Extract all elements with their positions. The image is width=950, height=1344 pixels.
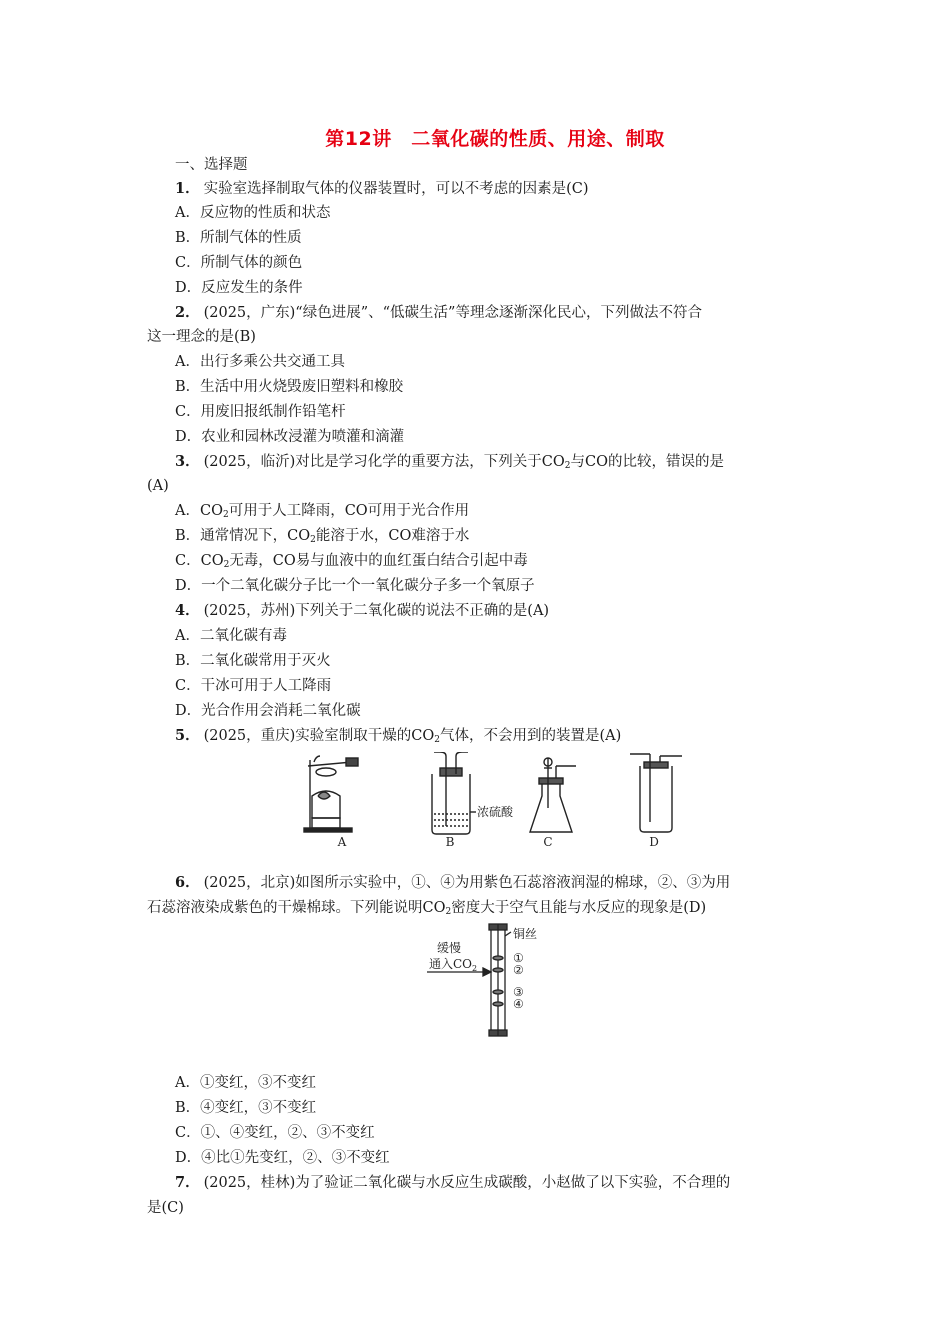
apparatus-svg	[290, 752, 690, 852]
option: D．一个二氧化碳分子比一个一氧化碳分子多一个氧原子	[175, 578, 535, 594]
question-number: 6．	[175, 874, 200, 891]
option: A．①变红，③不变红	[175, 1075, 316, 1091]
option: A．反应物的性质和状态	[175, 205, 331, 221]
question-number: 4．	[175, 602, 200, 619]
label-a: A	[337, 835, 347, 849]
question-number: 5．	[175, 727, 200, 744]
subscript: 2	[445, 907, 452, 917]
apparatus-a	[304, 756, 358, 832]
option	[175, 526, 469, 550]
option: C．①、④变红，②、③不变红	[175, 1125, 375, 1141]
question-4	[175, 601, 549, 621]
label-b: B	[445, 835, 455, 849]
question-2	[175, 303, 702, 323]
option: C．用废旧报纸制作铅笔杆	[175, 404, 346, 420]
option: C．所制气体的颜色	[175, 255, 303, 271]
option-text: A．CO	[175, 503, 223, 519]
option: A．二氧化碳有毒	[175, 628, 287, 644]
option: B．④变红，③不变红	[175, 1100, 317, 1116]
option-text: C．CO	[175, 553, 224, 569]
question-stem: (2025，苏州)下列关于二氧化碳的说法不正确的是(A)	[203, 603, 550, 619]
subscript: 2	[564, 461, 571, 471]
apparatus-d	[630, 754, 682, 832]
option: D．反应发生的条件	[175, 280, 303, 296]
question-number: 7．	[175, 1174, 200, 1191]
acid-label: 浓硫酸	[477, 805, 514, 819]
slow-label: 缓慢	[437, 941, 462, 955]
option-text: B．通常情况下，CO	[175, 528, 311, 544]
mark-3: ③	[513, 985, 524, 999]
apparatus-figure	[290, 752, 690, 852]
option	[175, 551, 528, 575]
option: D．④比①先变红，②、③不变红	[175, 1150, 390, 1166]
option-text: 可用于人工降雨，CO可用于光合作用	[228, 503, 470, 519]
subscript: 2	[222, 510, 229, 520]
option: C．干冰可用于人工降雨	[175, 678, 332, 694]
question-number: 2．	[175, 304, 200, 321]
question-answer: 是(C)	[147, 1200, 184, 1216]
subscript: 2	[434, 735, 441, 745]
page-title: 第12讲 二氧化碳的性质、用途、制取	[325, 128, 665, 150]
question-1	[175, 179, 589, 199]
option: D．农业和园林改浸灌为喷灌和滴灌	[175, 429, 405, 445]
option: D．光合作用会消耗二氧化碳	[175, 703, 361, 719]
question-number: 3．	[175, 453, 200, 470]
question-7	[175, 1173, 730, 1193]
question-stem: 石蕊溶液染成紫色的干燥棉球。下列能说明CO	[147, 900, 446, 916]
question-stem: 实验室选择制取气体的仪器装置时，可以不考虑的因素是(C)	[203, 181, 589, 197]
option: A．出行多乘公共交通工具	[175, 354, 345, 370]
apparatus-c	[530, 758, 576, 832]
label-d: D	[649, 835, 659, 849]
question-stem: (2025，桂林)为了验证二氧化碳与水反应生成碳酸，小赵做了以下实验，不合理的	[203, 1175, 731, 1191]
mark-4: ④	[513, 997, 524, 1011]
option: B．生活中用火烧毁废旧塑料和橡胶	[175, 379, 404, 395]
option: B．二氧化碳常用于灭火	[175, 653, 331, 669]
copper-label: 铜丝	[513, 927, 538, 941]
option	[175, 501, 469, 525]
question-6	[175, 873, 730, 893]
mark-2: ②	[513, 963, 524, 977]
option-text: 无毒，CO易与血液中的血红蛋白结合引起中毒	[229, 553, 528, 569]
mark-1: ①	[513, 951, 524, 965]
section-heading: 一、选择题	[175, 157, 248, 173]
question-stem: (2025，北京)如图所示实验中，①、④为用紫色石蕊溶液润湿的棉球，②、③为用	[203, 875, 731, 891]
subscript: 2	[223, 560, 230, 570]
question-stem: 与CO的比较，错误的是	[570, 454, 725, 470]
question-number: 1．	[175, 180, 200, 197]
subscript: 2	[310, 535, 316, 545]
question-stem: 气体，不会用到的装置是(A)	[440, 728, 622, 744]
tube-figure	[425, 922, 565, 1040]
question-answer: (A)	[147, 478, 169, 494]
question-5	[175, 726, 621, 750]
question-stem-continued: 这一理念的是(B)	[147, 329, 256, 345]
option-text: 能溶于水，CO难溶于水	[315, 528, 470, 544]
question-3	[175, 452, 724, 476]
label-c: C	[543, 835, 553, 849]
option: B．所制气体的性质	[175, 230, 302, 246]
tube-svg	[425, 922, 565, 1040]
question-stem: (2025，临沂)对比是学习化学的重要方法，下列关于CO	[203, 454, 565, 470]
question-stem: (2025，广东)“绿色进展”、“低碳生活”等理念逐渐深化民心，下列做法不符合	[203, 305, 702, 321]
apparatus-b	[432, 752, 476, 834]
question-stem-continued	[147, 898, 706, 922]
question-stem: (2025，重庆)实验室制取干燥的CO	[203, 728, 435, 744]
question-stem: 密度大于空气且能与水反应的现象是(D)	[451, 900, 707, 916]
inlet-label: 通入$CO_2$	[429, 957, 478, 973]
